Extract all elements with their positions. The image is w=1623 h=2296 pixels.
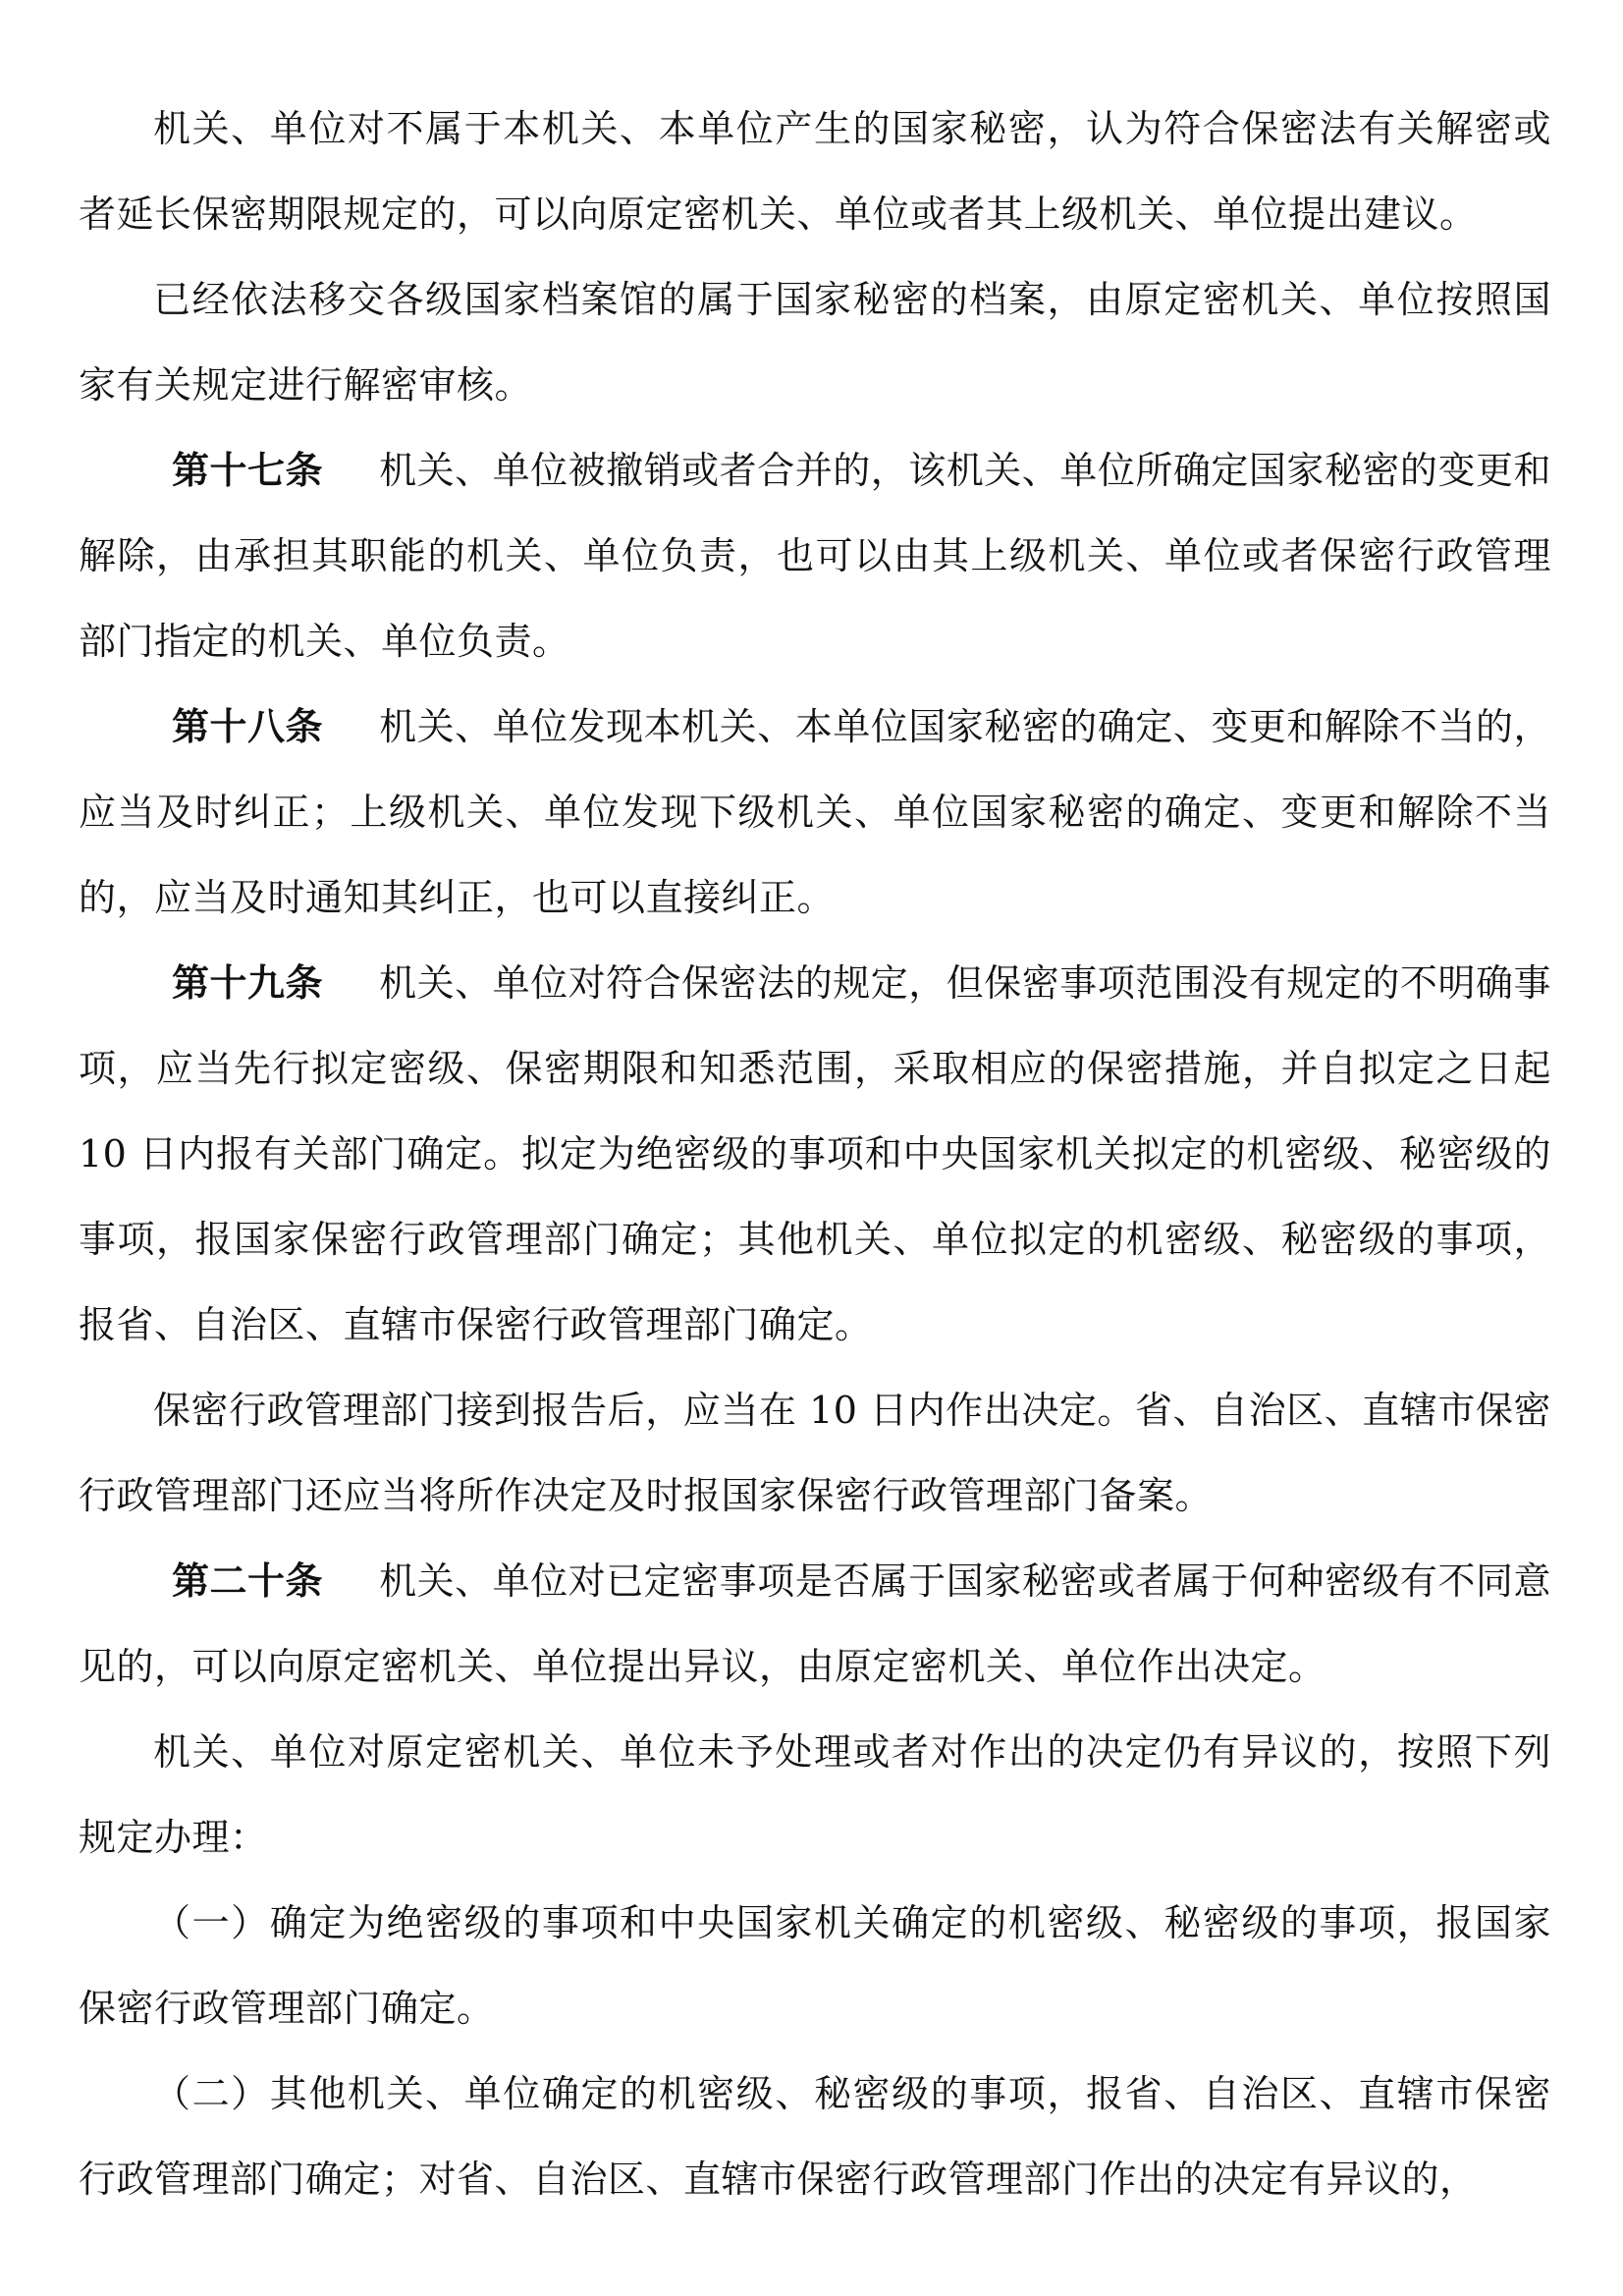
article-20 [79,1539,1551,1710]
article-number: 第二十条 [172,1559,324,1603]
list-item-1: （一）确定为绝密级的事项和中央国家机关确定的机密级、秘密级的事项，报国家保密行政管理部门确定。 [79,1901,1551,2030]
document-body [79,86,1551,2222]
article-18 [79,684,1551,941]
article-text: 机关、单位对已定密事项是否属于国家秘密或者属于何种密级有不同意见的，可以向原定密机关、单位提出异议，由原定密机关、单位作出决定。 [79,1559,1551,1688]
article-text: 机关、单位被撤销或者合并的，该机关、单位所确定国家秘密的变更和解除，由承担其职能的机关、单位负责，也可以由其上级机关、单位或者保密行政管理部门指定的机关、单位负责。 [79,449,1551,663]
article-19 [79,941,1551,1368]
paragraph: 已经依法移交各级国家档案馆的属于国家秘密的档案，由原定密机关、单位按照国家有关规定进行解密审核。 [79,278,1551,407]
article-17 [79,428,1551,684]
article-text: 机关、单位发现本机关、本单位国家秘密的确定、变更和解除不当的，应当及时纠正；上级机关、单位发现下级机关、单位国家秘密的确定、变更和解除不当的，应当及时通知其纠正，也可以直接纠正。 [79,705,1551,919]
article-number: 第十九条 [172,961,324,1005]
article-text: 机关、单位对符合保密法的规定，但保密事项范围没有规定的不明确事项，应当先行拟定密级、保密期限和知悉范围，采取相应的保密措施，并自拟定之日起 10 日内报有关部门确定。拟定为绝密级的事项和中央国家机关拟定的机密级、秘密级的事项，报国家保密行政管理部门确定；其他机关、单位拟定的机密级、秘密级的事项，报省、自治区、直辖市保密行政管理部门确定。 [79,961,1551,1346]
article-number: 第十八条 [172,705,324,748]
paragraph: 机关、单位对原定密机关、单位未予处理或者对作出的决定仍有异议的，按照下列规定办理： [79,1730,1551,1859]
paragraph: 保密行政管理部门接到报告后，应当在 10 日内作出决定。省、自治区、直辖市保密行政管理部门还应当将所作决定及时报国家保密行政管理部门备案。 [79,1389,1551,1517]
list-item-2: （二）其他机关、单位确定的机密级、秘密级的事项，报省、自治区、直辖市保密行政管理部门确定；对省、自治区、直辖市保密行政管理部门作出的决定有异议的， [79,2072,1551,2201]
article-number: 第十七条 [172,449,324,492]
paragraph: 机关、单位对不属于本机关、本单位产生的国家秘密，认为符合保密法有关解密或者延长保密期限规定的，可以向原定密机关、单位或者其上级机关、单位提出建议。 [79,107,1551,236]
